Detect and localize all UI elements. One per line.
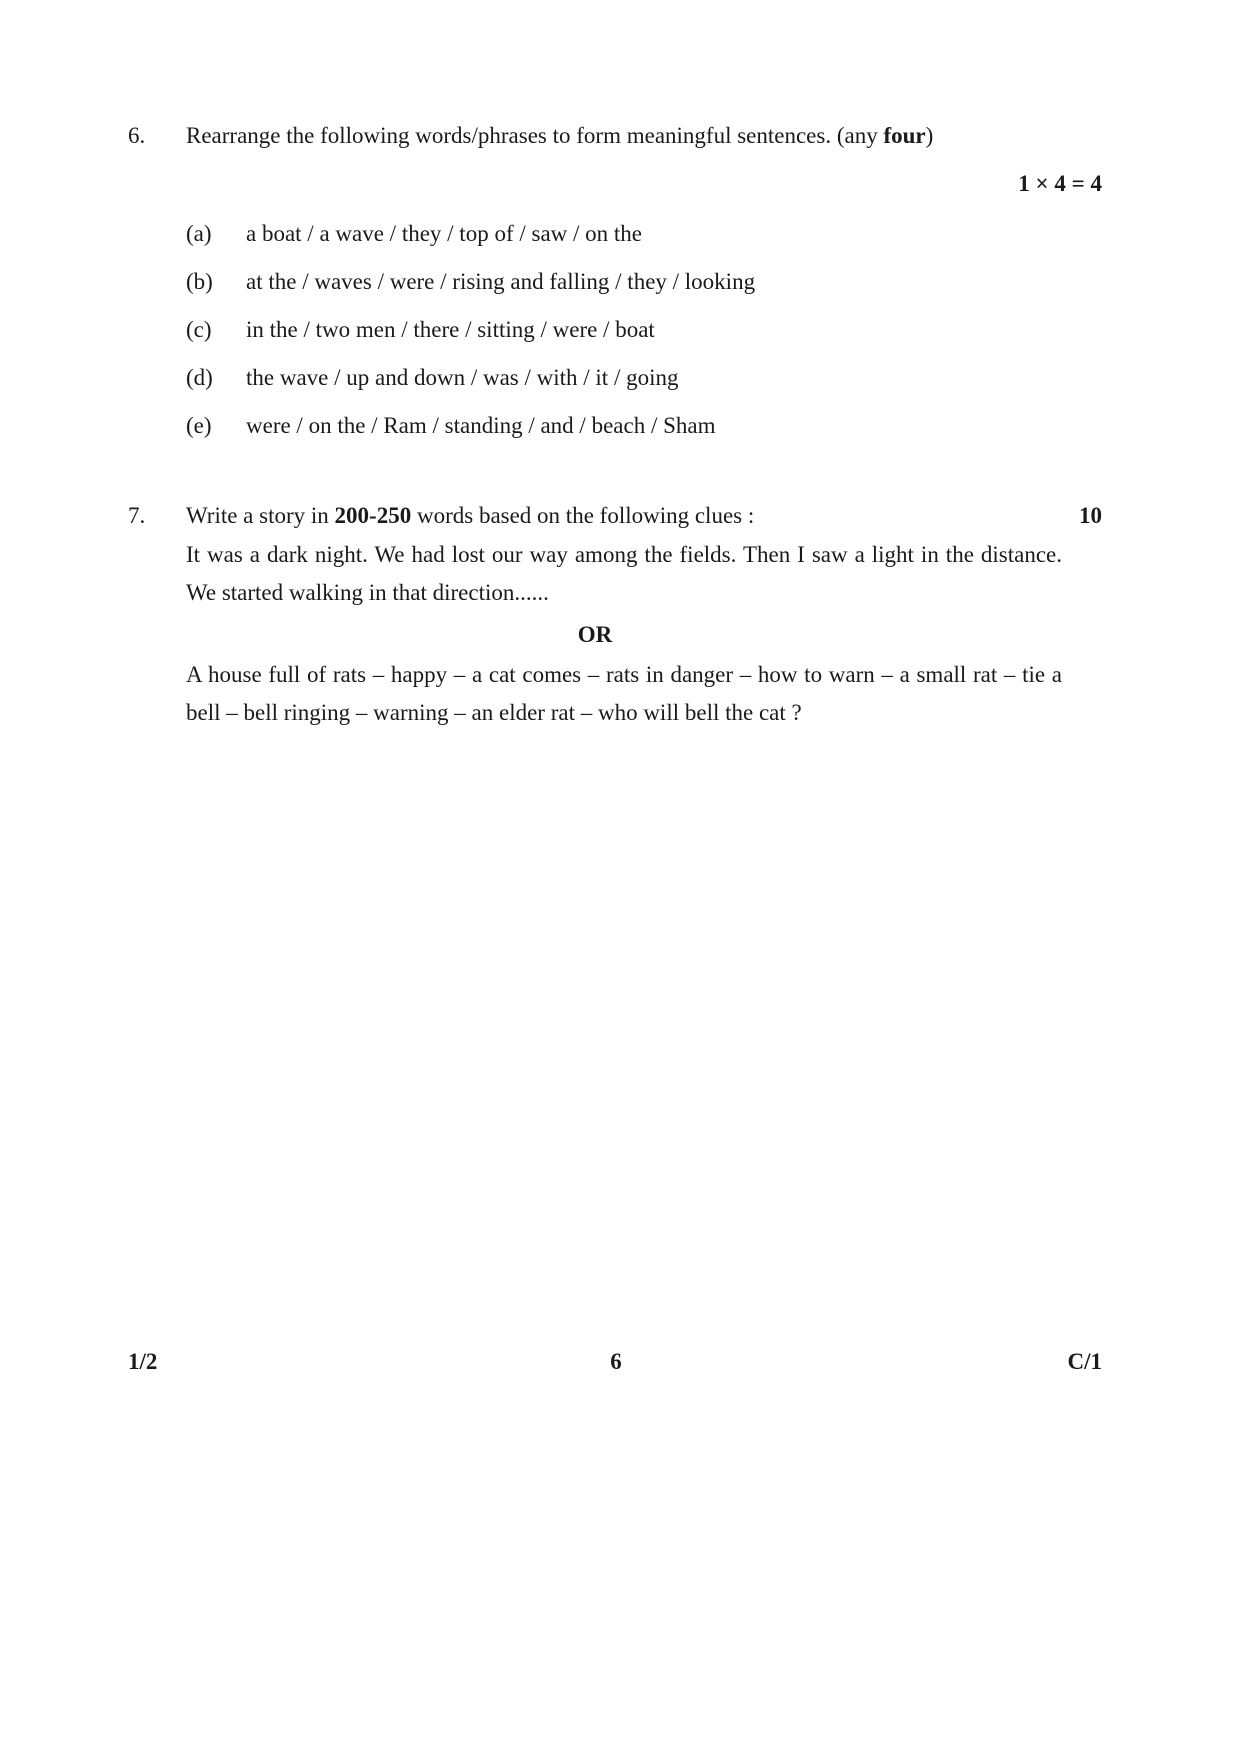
q6-item-c-label: (c) [186, 317, 212, 342]
footer-page-number: 6 [610, 1349, 622, 1374]
question-7-number: 7. [128, 503, 146, 528]
q6-item-b-text: at the / waves / were / rising and falling / they / looking [246, 269, 756, 294]
question-6-text [186, 123, 933, 149]
footer-left: 1/2 [128, 1349, 158, 1374]
question-6-marks: 1 × 4 = 4 [1018, 171, 1102, 196]
q6-item-e-label: (e) [186, 413, 212, 438]
q6-item-a-label: (a) [186, 221, 212, 246]
question-6-number: 6. [128, 123, 146, 148]
q6-item-d-text: the wave / up and down / was / with / it / going [246, 365, 679, 390]
question-6-text-bold: four [883, 123, 926, 148]
q7-option-1-text: It was a dark night. We had lost our way among the fields. Then I saw a light in the distance. We started walking in that direction...... [186, 542, 1062, 605]
q7-option-2-text: A house full of rats – happy – a cat comes – rats in danger – how to warn – a small rat – tie a bell – bell ringing – warning – an elder rat – who will bell the cat ? [186, 662, 1062, 725]
q6-item-a-text: a boat / a wave / they / top of / saw / on the [246, 221, 643, 246]
q6-item-b-label: (b) [186, 269, 213, 294]
q6-item-c-text: in the / two men / there / sitting / were / boat [246, 317, 655, 342]
question-6-text-post: ) [925, 123, 934, 148]
q6-item-d-label: (d) [186, 365, 213, 390]
question-7-text-post: words based on the following clues : [411, 503, 755, 528]
question-7-text [186, 503, 754, 529]
question-7-marks: 10 [1079, 503, 1102, 528]
question-7-text-bold: 200-250 [334, 503, 412, 528]
footer-right: C/1 [1067, 1349, 1102, 1374]
question-7-text-pre: Write a story in [186, 503, 335, 528]
question-6-text-pre: Rearrange the following words/phrases to form meaningful sentences. (any [186, 123, 884, 148]
q6-item-e-text: were / on the / Ram / standing / and / beach / Sham [246, 413, 716, 438]
q7-or-label: OR [577, 622, 613, 647]
